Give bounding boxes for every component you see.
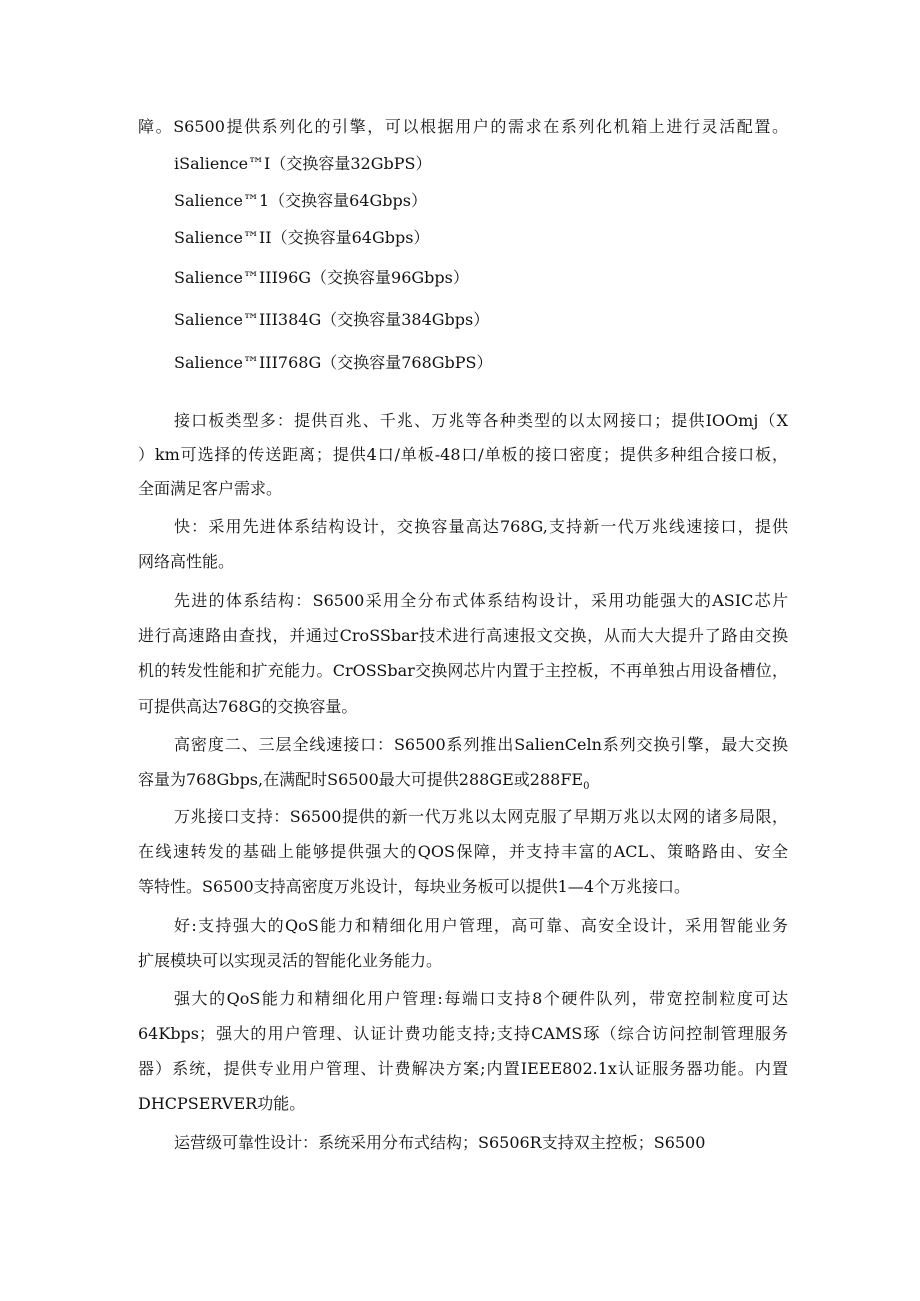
good-paragraph-line: 扩展模块可以实现灵活的智能化业务能力。 (138, 951, 443, 970)
interface-paragraph-line: ）km可选择的传送距离；提供4口/单板-48口/单板的接口密度；提供多种组合接口板， (138, 445, 788, 464)
qos-paragraph-line: DHCPSERVER功能。 (138, 1094, 306, 1113)
engine-item: Salience™III768G（交换容量768GbPS） (174, 353, 493, 372)
engine-item: Salience™II（交换容量64Gbps） (174, 228, 430, 247)
fast-paragraph-line: 网络高性能。 (138, 552, 235, 571)
architecture-paragraph-line: 先进的体系结构：S6500采用全分布式体系结构设计，采用功能强大的ASIC芯片 (174, 591, 788, 610)
engine-item: Salience™III96G（交换容量96Gbps） (174, 268, 469, 287)
intro-line: 障。S6500提供系列化的引擎，可以根据用户的需求在系列化机箱上进行灵活配置。 (138, 117, 788, 136)
density-subscript: 0 (583, 781, 590, 790)
engine-item: Salience™III384G（交换容量384Gbps） (174, 310, 490, 329)
good-paragraph-line: 好:支持强大的QoS能力和精细化用户管理，高可靠、高安全设计，采用智能业务 (174, 916, 788, 935)
reliability-paragraph-line: 运营级可靠性设计：系统采用分布式结构；S6506R支持双主控板；S6500 (174, 1133, 706, 1152)
density-paragraph-line (138, 770, 788, 790)
architecture-paragraph-line: 进行高速路由查找，并通过CroSSbar技术进行高速报文交换，从而大大提升了路由交换 (138, 626, 788, 645)
density-paragraph-line: 高密度二、三层全线速接口：S6500系列推出SalienCeln系列交换引擎，最大交换 (174, 735, 788, 754)
tengig-paragraph-line: 万兆接口支持：S6500提供的新一代万兆以太网克服了早期万兆以太网的诸多局限， (174, 807, 788, 826)
qos-paragraph-line: 器）系统，提供专业用户管理、计费解决方案;内置IEEE802.1x认证服务器功能。内置 (138, 1059, 788, 1078)
engine-item: Salience™1（交换容量64Gbps） (174, 191, 427, 210)
qos-paragraph-line: 64Kbps；强大的用户管理、认证计费功能支持;支持CAMS琢（综合访问控制管理服务 (138, 1024, 788, 1043)
density-paragraph-text: 容量为768Gbps,在满配时S6500最大可提供288GE或288FE (138, 770, 584, 789)
architecture-paragraph-line: 机的转发性能和扩充能力。CrOSSbar交换网芯片内置于主控板，不再单独占用设备槽位， (138, 661, 788, 680)
fast-paragraph-line: 快：采用先进体系结构设计，交换容量高达768G,支持新一代万兆线速接口，提供 (174, 517, 788, 536)
architecture-paragraph-line: 可提供高达768G的交换容量。 (138, 697, 358, 716)
tengig-paragraph-line: 等特性。S6500支持高密度万兆设计，每块业务板可以提供1—4个万兆接口。 (138, 877, 691, 896)
interface-paragraph-line: 全面满足客户需求。 (138, 479, 283, 498)
tengig-paragraph-line: 在线速转发的基础上能够提供强大的QOS保障，并支持丰富的ACL、策略路由、安全 (138, 842, 788, 861)
engine-item: iSalience™I（交换容量32GbPS） (174, 154, 432, 173)
interface-paragraph-line: 接口板类型多：提供百兆、千兆、万兆等各种类型的以太网接口；提供IOOmj（X (174, 411, 788, 430)
qos-paragraph-line: 强大的QoS能力和精细化用户管理:每端口支持8个硬件队列，带宽控制粒度可达 (174, 989, 788, 1008)
